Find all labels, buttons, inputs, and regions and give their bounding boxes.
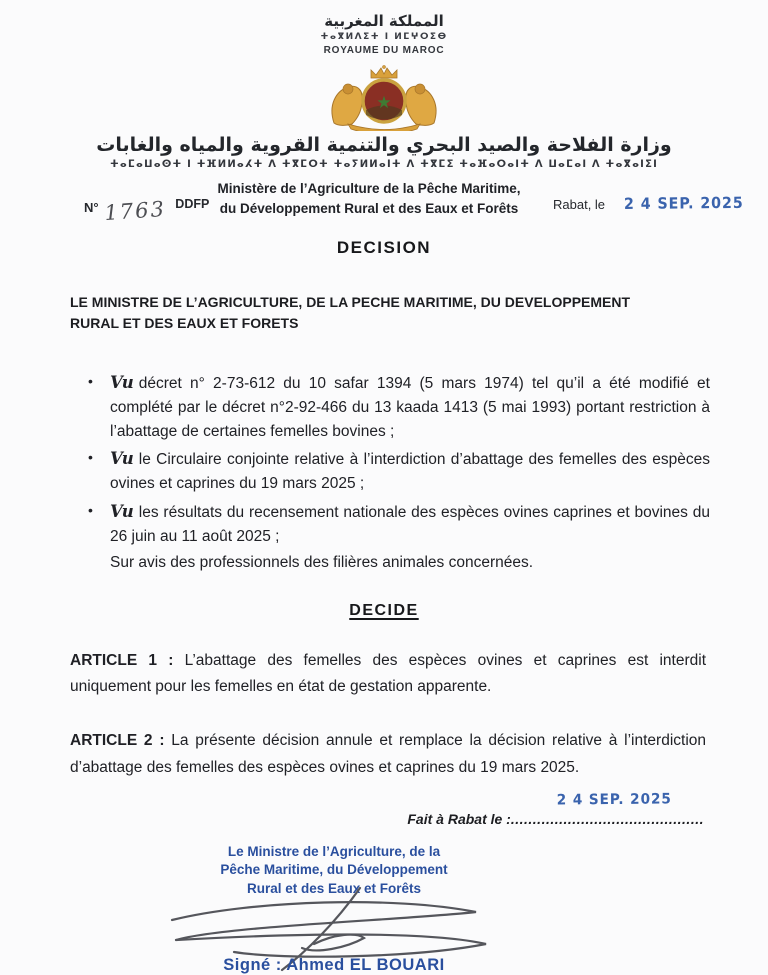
fait-a-rabat-line [0, 811, 704, 827]
reference-suffix: DDFP [175, 197, 210, 212]
kingdom-name-tifinagh: ⵜⴰⴳⵍⴷⵉⵜ ⵏ ⵍⵎⵖⵔⵉⴱ [320, 31, 448, 42]
vu-lead: Vu [110, 449, 134, 469]
reference-handwritten: 1763 [103, 197, 167, 226]
closing-date-stamp: 2 4 SEP. 2025 [557, 791, 673, 809]
place-label: Rabat, le [553, 197, 606, 213]
signature-title-line3: Rural et des Eaux et Forêts [246, 880, 422, 896]
addressee [70, 292, 698, 334]
kingdom-header [0, 12, 768, 58]
addressee-line2: RURAL ET DES EAUX ET FORETS [70, 315, 299, 332]
list-item [88, 446, 710, 496]
ministry-french-line1: Ministère de l’Agriculture de la Pêche Maritime, [217, 181, 521, 197]
bullet-body: le Circulaire conjointe relative à l’interdiction d’abattage des femelles des espèces ovines et caprines du 19 mars 2025 ; [110, 451, 710, 493]
bullet-icon: • [88, 449, 93, 466]
advice-note: Sur avis des professionnels des filières animales concernées. [110, 553, 534, 571]
bullet-text [110, 446, 710, 496]
ministry-name-tifinagh: ⵜⴰⵎⴰⵡⴰⵙⵜ ⵏ ⵜⴼⵍⵍⴰⵃⵜ ⴷ ⵜⴳⵎⵔⵜ ⵜⴰⵢⵍⵍⴰⵏⵜ ⴷ ⵜⴳⵎⵉ ⵜⴰⴼⴰⵔⴰⵏⵜ ⴷ ⵡⴰⵎⴰⵏ ⴷ ⵜⴰⴳⴰⵏⵉⵏ [109, 159, 659, 171]
bullet-text [110, 499, 710, 549]
date-stamp: 2 4 SEP. 2025 [623, 194, 744, 214]
ministry-name-french [185, 179, 553, 218]
ministry-header [0, 134, 768, 172]
vu-lead: Vu [110, 373, 134, 393]
signed-by-label: Signé : Ahmed EL BOUARI [223, 955, 445, 974]
signature-block [134, 843, 534, 975]
bullet-body: les résultats du recensement nationale des espèces ovines caprines et bovines du 26 juin au 11 août 2025 ; [110, 503, 710, 545]
header-row [0, 179, 768, 226]
article-label: ARTICLE 2 : [70, 732, 165, 750]
signature-title-line1: Le Ministre de l’Agriculture, de la [227, 844, 441, 860]
fait-a-rabat-label: Fait à Rabat le : [407, 811, 511, 828]
morocco-coat-of-arms-icon [318, 63, 450, 131]
article-1 [70, 648, 706, 701]
signature-title-line2: Pêche Maritime, du Développement [220, 862, 448, 878]
ministry-name-arabic: وزارة الفلاحة والصيد البحري والتنمية القروية والمياه والغابات [96, 133, 672, 156]
dotted-line: ............................................ [510, 811, 704, 828]
list-item [88, 370, 710, 444]
vu-lead: Vu [110, 501, 134, 521]
kingdom-name-french: ROYAUME DU MAROC [323, 45, 445, 56]
closing-block [0, 791, 704, 827]
article-2 [70, 728, 706, 781]
kingdom-name-arabic: المملكة المغربية [324, 12, 444, 30]
bullet-icon: • [88, 373, 93, 390]
decide-heading: DECIDE [349, 601, 419, 619]
bullet-body: décret n° 2-73-612 du 10 safar 1394 (5 mars 1974) tel qu’il a été modifié et complété par le décret n°2-92-466 du 13 kaada 1413 (5 mai 1993) portant restriction à l’abattage de certaines femelles bovines ; [110, 375, 710, 441]
decision-title: DECISION [336, 238, 432, 258]
article-text: L’abattage des femelles des espèces ovines et caprines est interdit uniquement pour les femelles en état de gestation apparente. [70, 651, 706, 696]
reference-number [0, 179, 210, 226]
place-date-line [553, 179, 768, 214]
bullet-text [110, 370, 710, 444]
svg-text:★: ★ [376, 92, 392, 113]
list-item [88, 499, 710, 549]
ministry-french-line2: du Développement Rural et des Eaux et Forêts [219, 200, 519, 216]
bullet-icon: • [88, 501, 93, 518]
reference-number-label: N° [84, 200, 99, 216]
article-label: ARTICLE 1 : [70, 651, 174, 669]
article-text: La présente décision annule et remplace la décision relative à l’interdiction d’abattage des femelles des espèces ovines et caprines du 19 mars 2025. [70, 732, 707, 776]
bullet-list [88, 370, 710, 548]
addressee-line1: LE MINISTRE DE L’AGRICULTURE, DE LA PECHE MARITIME, DU DEVELOPPEMENT [70, 294, 631, 311]
